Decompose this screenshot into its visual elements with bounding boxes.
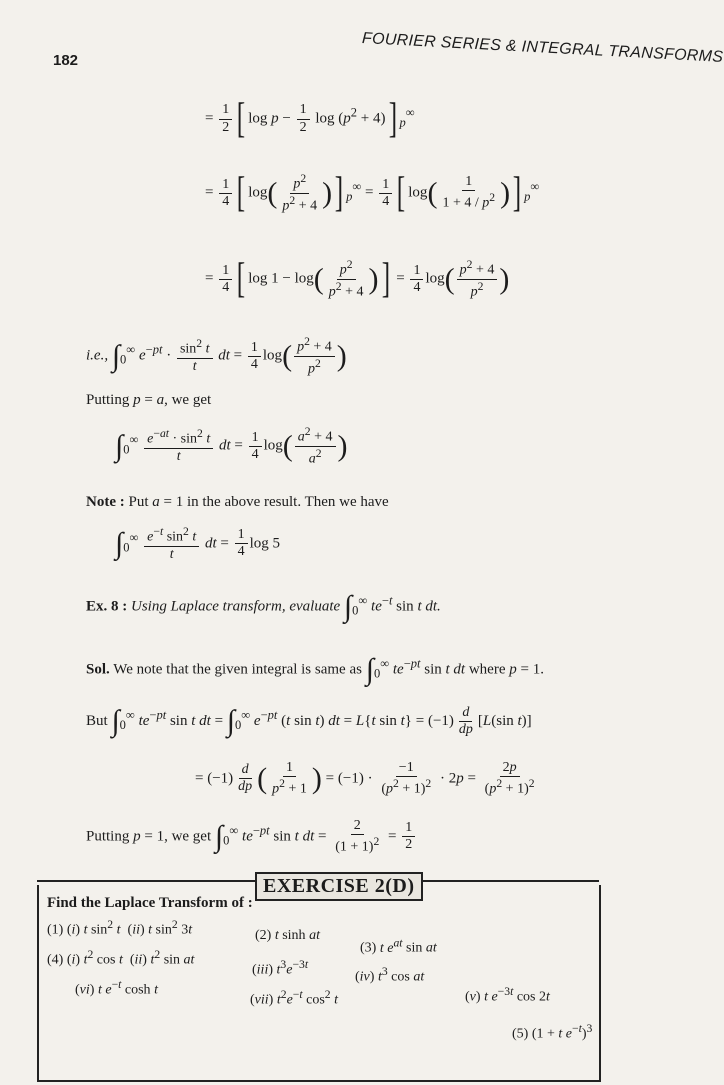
exercise-intro: Find the Laplace Transform of : bbox=[47, 895, 253, 911]
exercise-item-4-iv: (iv) $t^3$ cos at bbox=[355, 965, 425, 985]
note-equation: $\int_0^\infty$ $\frac{e^{-t} \sin^2 t}{t}$ dt = $\frac{1}{4}$ log 5 bbox=[115, 525, 281, 562]
exercise-item-5: (5) (1 + t $e^{-t})^3$ bbox=[512, 1022, 593, 1042]
equation-line-3: = $\frac{1}{4}$ [ log 1 − log( $\frac{p^2}{p^2 + 4}$ )] = $\frac{1}{4}$ log( $\frac{p^2 + 4}{p^2}$ ) bbox=[205, 256, 510, 303]
ie-equation: i.e., $\int_0^\infty$ $e^{-pt}$ · $\frac{\sin^2 t}{t}$ dt = $\frac{1}{4}$ log( $\frac{p^2 + 4}{p^2}$ ) bbox=[86, 335, 347, 377]
derivative-equation: = (−1) $\frac{d}{dp}$ ( $\frac{1}{p^2 + 1}$ ) = (−1) · $\frac{-1}{(p^2 + 1)^2}$ · 2p = $\frac{2p}{(p^2 + 1)^2}$ bbox=[195, 760, 535, 797]
exercise-title: EXERCISE 2(D) bbox=[255, 872, 423, 901]
but-equation: But $\int_0^\infty$ $te^{-pt}$ sin t dt = $\int_0^\infty$ $e^{-pt}$ (t sin t) dt = L{t sin t} = (−1) $\frac{d}{dp}$ [L(sin t)] bbox=[86, 704, 532, 738]
note-line: Note : Put a = 1 in the above result. Then we have bbox=[86, 494, 389, 510]
exercise-item-4-vi: (vi) t $e^{-t}$ cosh t bbox=[75, 978, 158, 998]
exercise-item-4-vii: (vii) $t^2e^{-t}$ $\cos^2 t$ bbox=[250, 988, 338, 1008]
exercise-rule-left bbox=[37, 880, 255, 882]
exercise-item-2: (2) t sinh at bbox=[255, 928, 320, 943]
final-equation: Putting p = 1, we get $\int_0^\infty$ $te^{-pt}$ sin t dt = $\frac{2}{(1 + 1)^2}$ = $\frac{1}{2}$ bbox=[86, 818, 417, 856]
exercise-item-1: (1) (i) t $\sin^2 t$ (ii) t $\sin^2 3t$ bbox=[47, 918, 193, 938]
running-head: FOURIER SERIES & INTEGRAL TRANSFORMS bbox=[361, 30, 724, 66]
exercise-rule-right bbox=[410, 880, 599, 882]
putting-p-equals-a: Putting p = a, we get bbox=[86, 392, 212, 408]
exercise-item-4-iii: (iii) $t^3e^{-3t}$ bbox=[252, 958, 309, 978]
exercise-item-4: (4) (i) $t^2$ cos t (ii) $t^2$ sin at bbox=[47, 948, 195, 968]
example-8: Ex. 8 : Using Laplace transform, evaluate $\int_0^\infty$ $te^{-t}$ sin t dt. bbox=[86, 590, 441, 623]
exercise-item-3: (3) t $e^{at}$ sin at bbox=[360, 936, 437, 956]
equation-line-2: = $\frac{1}{4}$ [ log( $\frac{p^2}{p^2 + 4}$ )] $_p$∞ = $\frac{1}{4}$ [ log( $\frac{1}{1 + 4 / p^2}$ )] $_p$∞ bbox=[205, 170, 540, 217]
page-number: 182 bbox=[53, 52, 79, 69]
equation-a: $\int_0^\infty$ $\frac{e^{-at} \cdot \sin^2 t}{t}$ dt = $\frac{1}{4}$ log( $\frac{a^2 + 4}{a^2}$ ) bbox=[115, 425, 348, 467]
exercise-item-4-v: (v) t $e^{-3t}$ cos 2t bbox=[465, 985, 550, 1005]
equation-line-1: = $\frac{1}{2}$ [ log p − $\frac{1}{2}$ $\log (p^2 + 4)$] $_p$∞ bbox=[205, 96, 415, 142]
solution-line: Sol. We note that the given integral is same as $\int_0^\infty$ $te^{-pt}$ sin t dt where p = 1. bbox=[86, 653, 544, 686]
